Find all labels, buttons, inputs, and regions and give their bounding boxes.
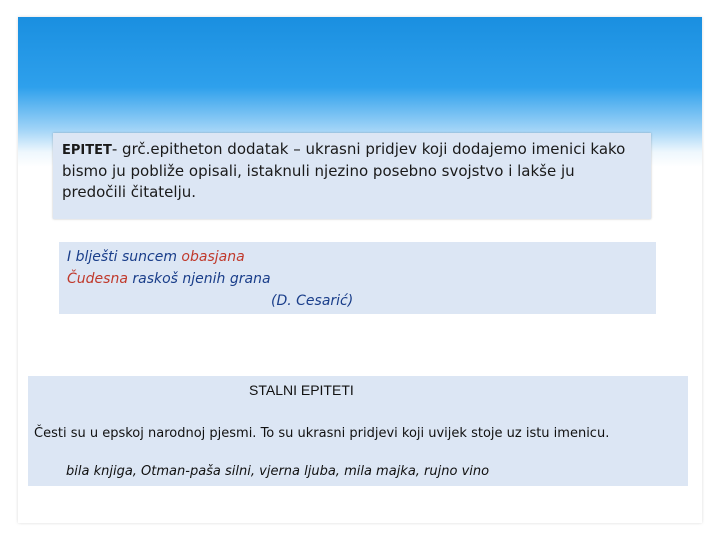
poem-author: (D. Cesarić) xyxy=(271,293,354,309)
definition-term: EPITET xyxy=(62,143,112,158)
stalni-epiteti-examples: bila knjiga, Otman-paša silni, vjerna ljuba, mila majka, rujno vino xyxy=(66,464,490,479)
poem-line-1-text: I blješti suncem xyxy=(67,249,182,265)
stalni-epiteti-box xyxy=(28,376,688,486)
poem-line-2 xyxy=(67,268,648,290)
stalni-epiteti-title: STALNI EPITETI xyxy=(249,382,354,398)
poem-line-2-highlight: Čudesna xyxy=(67,271,128,287)
poem-box xyxy=(59,242,656,314)
poem-line-2-text: raskoš njenih grana xyxy=(127,271,271,287)
definition-box xyxy=(53,133,651,219)
definition-text: - grč.epitheton dodatak – ukrasni pridjev koji dodajemo imenici kako bismo ju pobliže opisali, istaknuli njezino posebno svojstvo i lakše ju predočili čitatelju. xyxy=(62,140,626,201)
poem-line-1 xyxy=(67,246,648,268)
poem-line-1-highlight: obasjana xyxy=(181,249,245,265)
stalni-epiteti-description: Česti su u epskoj narodnoj pjesmi. To su ukrasni pridjevi koji uvijek stoje uz istu imenicu. xyxy=(34,426,610,441)
